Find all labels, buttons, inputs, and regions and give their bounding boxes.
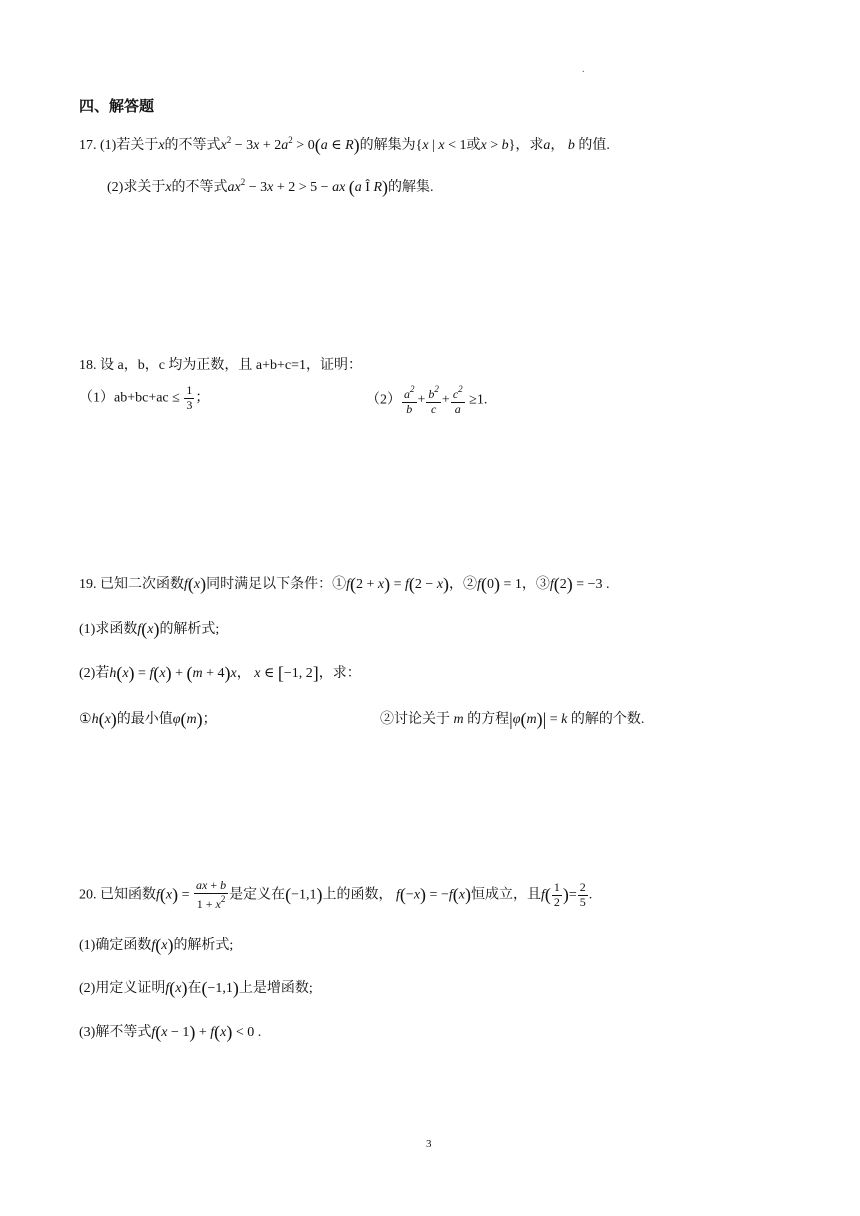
problem-18-stem: 18. 设 a，b，c 均为正数，且 a+b+c=1，证明： (79, 358, 363, 373)
problem-19-sub-2: ②讨论关于 m 的方程|φ(m)| = k 的解的个数. (380, 709, 645, 729)
fraction-one-third: $\frac{1}{3}$ (186, 383, 193, 412)
problem-number: 19. (79, 577, 97, 592)
problem-17-part-2: (2)求关于x的不等式$ax^2 - 3x + 2 > 5$ − ax (a Î R)的解集. (107, 177, 434, 197)
problem-number: 20. (79, 887, 97, 903)
problem-20-stem: 20. 已知函数f(x) = $\frac{ax + b}{1 + x^2}$ 是定义在(−1,1)上的函数， f(−x) = −f(x)恒成立，且f( $\frac{1}{2}$ )= $\frac{2}{5}$ . (79, 878, 593, 911)
problem-20-question-1: (1)确定函数f(x)的解析式; (79, 935, 234, 955)
problem-18-part-2: （2） $\frac{a^2}{b}$ + $\frac{b^2}{c}$ + $\frac{c^2}{a}$ ≥1. (366, 384, 488, 416)
problem-19-sub-1: ①h(x)的最小值φ(m)； (79, 709, 217, 729)
problem-number: 17. (79, 138, 97, 153)
problem-19-question-1: (1)求函数f(x)的解析式; (79, 619, 220, 639)
problem-18-part-1: （1）ab+bc+ac ≤ $\frac{1}{3}$ ； (79, 383, 210, 412)
problem-17-part-1: 17. (1)若关于x的不等式$x^2 - 3x + 2a^2 > 0(a$ ∈ R)的解集为{x | x < 1或x > b}，求a， b 的值. (79, 135, 610, 155)
problem-19-question-2: (2)若h(x) = f(x) + (m + 4)x， x ∈ [−1, 2]，求： (79, 663, 361, 683)
problem-number: 18. (79, 358, 97, 373)
page-number: 3 (426, 1138, 432, 1150)
section-title: 四、解答题 (79, 97, 155, 115)
problem-20-question-2: (2)用定义证明f(x)在(−1,1)上是增函数; (79, 978, 313, 998)
problem-20-question-3: (3)解不等式f(x − 1) + f(x) < 0 . (79, 1022, 262, 1042)
problem-19-stem: 19. 已知二次函数f(x)同时满足以下条件：①f(2 + x) = f(2 − x)，②f(0) = 1，③f(2) = −3 . (79, 574, 610, 594)
top-mark: . (582, 64, 585, 75)
